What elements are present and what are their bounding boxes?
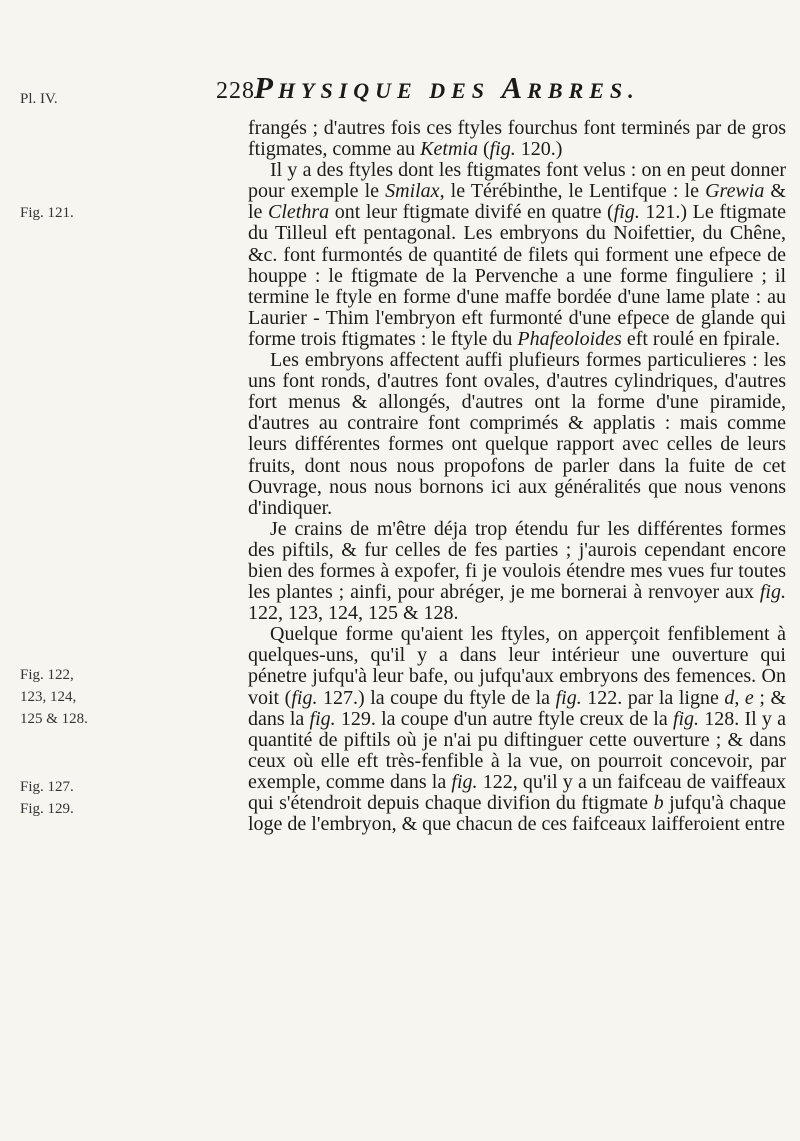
italic-text: fig.	[451, 770, 478, 793]
text-run: jufqu'à chaque loge de l'embryon, & que chacun de ces faifceaux laifferoient entre	[248, 792, 786, 836]
paragraph	[248, 519, 786, 624]
text-run: ont leur ftigmate divifé en quatre (	[329, 201, 614, 224]
text-run: 121.) Le ftigmate du Tilleul eft pentagonal. Les embryons du Noifettier, du Chêne, &c. font furmontés de quantité de filets qui forment une efpece de houppe : le ftigmate de la Pervenche a une forme finguliere ; il termine le ftyle en forme d'une maffe bordée d'une lame plate : au Laurier - Thim l'embryon eft furmonté d'une efpece de glande qui forme trois ftigmates : le ftyle du	[248, 201, 786, 350]
text-run: 129. la coupe d'un autre ftyle creux de la	[335, 707, 673, 730]
body-text	[248, 118, 786, 835]
text-run: Quelque forme qu'aient les ftyles, on apperçoit fenfiblement à quelques-uns, qu'il y a dans leur intérieur une ouverture qui pénetre jufqu'à leur bafe, ou jufqu'aux embryons des femences. On voit (	[248, 623, 786, 709]
page-header	[0, 70, 800, 114]
text-run: 122, qu'il y a un faifceau de vaiffeaux qui s'étendroit depuis chaque divifion du ftigmate	[248, 770, 786, 814]
text-run: ; & dans la	[248, 686, 787, 730]
text-run: ,	[734, 686, 745, 709]
paragraph	[248, 118, 786, 160]
italic-text: Smilax	[385, 180, 440, 203]
text-run: Les embryons affectent auffi plufieurs formes particulieres : les uns font ronds, d'autres font ovales, d'autres cylindriques, d'autres fort menus & allongés, d'autres ont la forme d'une piramide, d'autres au contraire font comprimés & applatis : mais comme leurs différentes formes ont quelque rapport avec celles de leurs fruits, dont nous nous propofons de parler dans la fuite de cet Ouvrage, nous nous bornons ici aux généralités que nous venons d'indiquer.	[248, 349, 786, 519]
italic-text: fig.	[613, 201, 640, 224]
paragraph	[248, 160, 786, 350]
italic-text: fig.	[555, 686, 582, 709]
text-run: (	[477, 138, 490, 161]
margin-note-plate: Pl. IV.	[20, 91, 58, 107]
italic-text: fig.	[489, 138, 516, 161]
text-run: 122, 123, 124, 125 & 128.	[248, 602, 459, 625]
text-run: frangés ; d'autres fois ces ftyles fourchus font terminés par de gros ftigmates, comme au	[248, 117, 786, 161]
italic-text: Grewia	[705, 180, 765, 203]
text-run: 128. Il y a quantité de piftils où je n'ai pu diftinguer cette ouverture ; & dans ceux où elle eft très-fenfible à la vue, on pourroit concevoir, par exemple, comme dans la	[248, 707, 787, 793]
running-title: PHYSIQUE DES ARBRES.	[254, 70, 640, 105]
italic-text: e	[744, 686, 754, 709]
italic-text: fig.	[291, 686, 318, 709]
italic-text: d	[724, 686, 735, 709]
text-run: & le	[248, 180, 786, 224]
paragraph	[248, 624, 786, 835]
text-run: 122. par la ligne	[581, 686, 725, 709]
text-run: 127.) la coupe du ftyle de la	[317, 686, 556, 709]
margin-note-fig-122-128: Fig. 122, 123, 124, 125 & 128.	[20, 667, 88, 727]
text-run: eft roulé en fpirale.	[621, 327, 781, 350]
text-run: Il y a des ftyles dont les ftigmates font velus : on en peut donner pour exemple le	[248, 159, 786, 203]
italic-text: Ketmia	[420, 138, 478, 161]
text-run: 120.)	[515, 138, 563, 161]
italic-text: Clethra	[268, 201, 330, 224]
margin-note-fig-127: Fig. 127.	[20, 779, 74, 795]
text-run: , le Térébinthe, le Lentifque : le	[439, 180, 706, 203]
margin-note-fig-121: Fig. 121.	[20, 205, 74, 221]
margin-note-fig-129: Fig. 129.	[20, 801, 74, 817]
italic-text: fig.	[672, 707, 700, 730]
italic-text: Phafeoloides	[517, 327, 622, 350]
text-run: Je crains de m'être déja trop étendu fur les différentes formes des piftils, & fur celles de fes parties ; j'aurois cependant encore bien des formes à expofer, fi je voulois étendre mes vues fur toutes les plantes ; ainfi, pour abréger, je me bornerai à renvoyer aux	[248, 517, 786, 604]
italic-text: fig.	[309, 707, 336, 730]
paragraph	[248, 350, 786, 519]
italic-text: b	[653, 792, 664, 814]
page-number: 228	[216, 78, 255, 104]
italic-text: fig.	[759, 581, 786, 604]
